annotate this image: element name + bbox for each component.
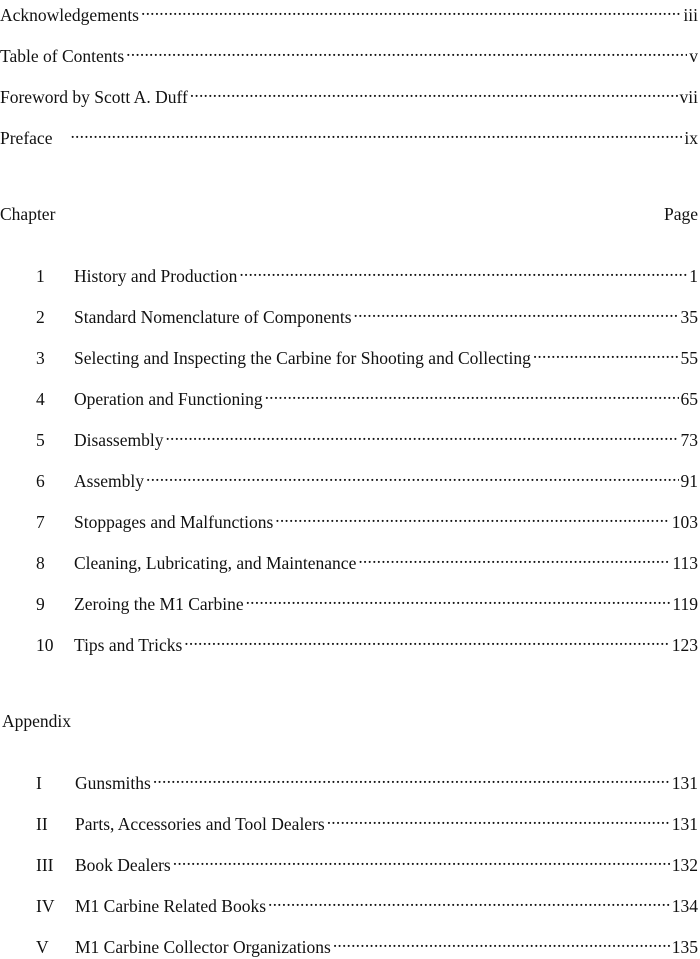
chapter-title: Disassembly <box>74 428 163 452</box>
chapter-title: Cleaning, Lubricating, and Maintenance <box>74 551 356 575</box>
chapter-page: 35 <box>681 305 700 329</box>
toc-entry-title: Table of Contents <box>0 44 124 68</box>
appendix-number: IV <box>0 894 75 918</box>
chapter-number: 1 <box>0 264 74 288</box>
appendix-number: I <box>0 771 75 795</box>
toc-chapter-3[interactable] <box>0 340 700 364</box>
appendix-page: 131 <box>672 771 700 795</box>
chapter-page: 65 <box>681 387 700 411</box>
toc-appendix-2[interactable] <box>0 806 700 830</box>
chapter-page: 119 <box>672 592 700 616</box>
dot-leader <box>327 806 670 830</box>
appendix-page: 134 <box>672 894 700 918</box>
chapter-number: 4 <box>0 387 74 411</box>
chapter-page: 103 <box>672 510 700 534</box>
chapter-title: Zeroing the M1 Carbine <box>74 592 244 616</box>
chapter-page: 73 <box>681 428 700 452</box>
dot-leader <box>275 504 669 528</box>
dot-leader <box>146 463 679 487</box>
chapter-number: 6 <box>0 469 74 493</box>
chapter-page: 113 <box>672 551 700 575</box>
dot-leader <box>153 765 670 789</box>
chapter-page: 123 <box>672 633 700 657</box>
chapter-page: 1 <box>689 264 700 288</box>
toc-entry-page: vii <box>680 85 700 109</box>
dot-leader <box>70 120 682 144</box>
toc-entry-title: Acknowledgements <box>0 3 139 27</box>
dot-leader <box>358 545 670 569</box>
dot-leader <box>239 258 687 282</box>
toc-appendix-1[interactable] <box>0 765 700 789</box>
appendix-number: V <box>0 935 75 959</box>
toc-appendix-5[interactable] <box>0 929 700 953</box>
dot-leader <box>268 888 670 912</box>
toc-appendix-4[interactable] <box>0 888 700 912</box>
toc-chapter-1[interactable] <box>0 258 700 282</box>
chapter-title: Stoppages and Malfunctions <box>74 510 273 534</box>
appendix-title: M1 Carbine Related Books <box>75 894 266 918</box>
chapter-page: 55 <box>681 346 700 370</box>
toc-chapter-6[interactable] <box>0 463 700 487</box>
dot-leader <box>173 847 670 871</box>
dot-leader <box>533 340 679 364</box>
chapter-page: 91 <box>681 469 700 493</box>
toc-entry-foreword[interactable] <box>0 79 700 103</box>
appendix-number: II <box>0 812 75 836</box>
dot-leader <box>184 627 669 651</box>
toc-appendix-3[interactable] <box>0 847 700 871</box>
dot-leader <box>265 381 679 405</box>
chapter-title: History and Production <box>74 264 237 288</box>
appendix-title: M1 Carbine Collector Organizations <box>75 935 331 959</box>
toc-chapter-2[interactable] <box>0 299 700 323</box>
toc-chapter-7[interactable] <box>0 504 700 528</box>
appendix-title: Book Dealers <box>75 853 171 877</box>
chapter-number: 5 <box>0 428 74 452</box>
toc-chapter-8[interactable] <box>0 545 700 569</box>
chapter-title: Operation and Functioning <box>74 387 263 411</box>
toc-entry-preface[interactable] <box>0 120 700 144</box>
dot-leader <box>126 38 687 62</box>
appendix-heading: Appendix <box>2 709 71 733</box>
chapter-title: Assembly <box>74 469 144 493</box>
chapter-number: 10 <box>0 633 74 657</box>
toc-entry-title: Foreword by Scott A. Duff <box>0 85 188 109</box>
toc-entry-page: ix <box>684 126 700 150</box>
chapter-title: Selecting and Inspecting the Carbine for Shooting and Collecting <box>74 346 531 370</box>
toc-entry-page: v <box>689 44 700 68</box>
toc-entry-table-of-contents[interactable] <box>0 38 700 62</box>
toc-chapter-9[interactable] <box>0 586 700 610</box>
appendix-page: 132 <box>672 853 700 877</box>
dot-leader <box>333 929 670 953</box>
appendix-title: Parts, Accessories and Tool Dealers <box>75 812 325 836</box>
chapter-number: 2 <box>0 305 74 329</box>
toc-chapter-5[interactable] <box>0 422 700 446</box>
appendix-page: 135 <box>672 935 700 959</box>
toc-entry-title: Preface <box>0 126 68 150</box>
chapter-number: 7 <box>0 510 74 534</box>
chapter-number: 8 <box>0 551 74 575</box>
chapter-heading: Chapter <box>0 202 55 226</box>
chapter-number: 9 <box>0 592 74 616</box>
dot-leader <box>354 299 679 323</box>
toc-entry-acknowledgements[interactable] <box>0 0 700 21</box>
toc-chapter-10[interactable] <box>0 627 700 651</box>
chapter-number: 3 <box>0 346 74 370</box>
page-heading: Page <box>664 202 698 226</box>
appendix-title: Gunsmiths <box>75 771 151 795</box>
dot-leader <box>190 79 678 103</box>
appendix-page: 131 <box>672 812 700 836</box>
toc-entry-page: iii <box>683 3 700 27</box>
chapter-title: Tips and Tricks <box>74 633 182 657</box>
dot-leader <box>141 0 681 21</box>
appendix-number: III <box>0 853 75 877</box>
dot-leader <box>246 586 671 610</box>
dot-leader <box>165 422 678 446</box>
toc-chapter-4[interactable] <box>0 381 700 405</box>
chapter-title: Standard Nomenclature of Components <box>74 305 352 329</box>
